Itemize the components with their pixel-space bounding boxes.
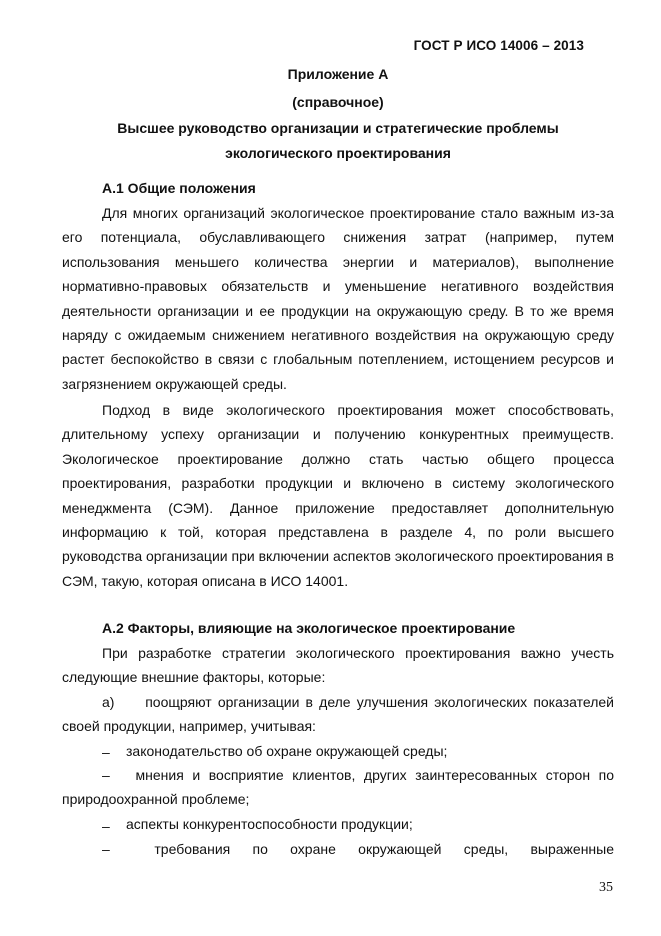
section-a1-paragraph-1: Для многих организаций экологическое проектирование стало важным из-за его потенциала, обуславливающего снижения затрат (например, путем использования меньшего количества энергии и материалов), выполнение нормативно-правовых обязательств и уменьшение негативного воздействия деятельности организации и ее продукции на окружающую среду. В то же время наряду с ожидаемым снижением негативного воздействия на окружающую среду растет беспокойство в связи с глобальным потеплением, истощением ресурсов и загрязнением окружающей среды. — [62, 205, 614, 392]
appendix-heading-line1: Высшее руководство организации и стратегические проблемы — [117, 120, 559, 136]
section-a2-intro: При разработке стратегии экологического проектирования важно учесть следующие внешние факторы, которые: — [62, 645, 614, 686]
bullet-1: законодательство об охране окружающей среды; — [126, 743, 448, 759]
bullet-2-item — [62, 763, 614, 812]
section-a1-title: А.1 Общие положения — [102, 180, 256, 196]
bullet-2: мнения и восприятие клиентов, других заинтересованных сторон по природоохранной проблеме; — [62, 767, 614, 808]
dash-marker-2: – — [102, 767, 110, 783]
bullet-3: аспекты конкурентоспособности продукции; — [126, 816, 413, 832]
list-item-a-marker: а) — [102, 694, 115, 710]
document-code: ГОСТ Р ИСО 14006 – 2013 — [413, 38, 584, 53]
appendix-heading-line2: экологического проектирования — [225, 145, 451, 161]
list-item-a-text: поощряют организации в деле улучшения экологических показателей своей продукции, например, учитывая: — [62, 694, 614, 735]
bullet-4: требования по охране окружающей среды, выраженные — [154, 841, 615, 857]
dash-marker-3: – — [102, 818, 110, 834]
section-a1-paragraph-2: Подход в виде экологического проектирования может способствовать, длительному успеху организации и получению конкурентных преимуществ. Экологическое проектирование должно стать частью общего процесса проектирования, разработки продукции и включено в систему экологического менеджмента (СЭМ). Данное приложение предоставляет дополнительную информацию к той, которая представлена в разделе 4, по роли высшего руководства организации при включении аспектов экологического проектирования в СЭМ, такую, которая описана в ИСО 14001. — [62, 402, 614, 589]
section-a2-title: А.2 Факторы, влияющие на экологическое проектирование — [102, 620, 516, 636]
appendix-title: Приложение А — [287, 66, 389, 82]
page-number: 35 — [599, 880, 613, 895]
dash-marker-1: – — [102, 744, 110, 760]
dash-marker-4: – — [102, 841, 110, 857]
bullet-4-item — [62, 837, 614, 861]
list-item-a — [62, 690, 614, 739]
appendix-subtitle: (справочное) — [292, 94, 384, 110]
